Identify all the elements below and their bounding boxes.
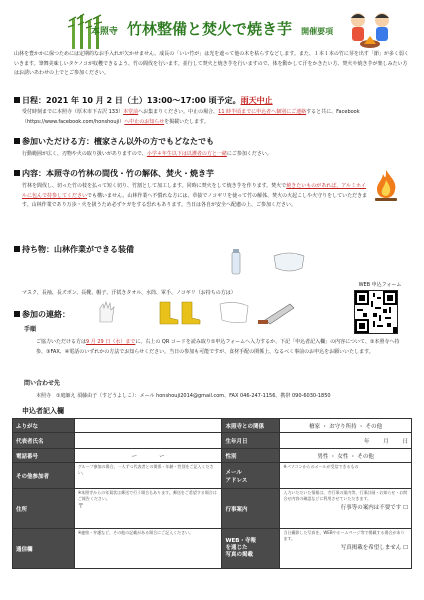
content-p1-end: でも構いません。山林作業へ不慣れな方には、草抜でノコギリを使って竹の解体、焚火の火起こしや火守り <box>87 192 328 199</box>
form-row-address <box>13 489 412 529</box>
content-p1-red: 焼きたいものがあれば、アルミホイルに包んで持参してください <box>22 183 367 199</box>
title-sub: 開催要項 <box>301 27 334 36</box>
saw-icon <box>258 304 294 324</box>
kids-illustration <box>342 8 402 50</box>
events-cell <box>280 489 412 529</box>
date-value: 2021 年 10 月 2 日（土）13:00～17:00 頃予定。 <box>46 96 241 105</box>
address-zip: 〒 <box>77 503 84 510</box>
input-name[interactable] <box>74 433 222 449</box>
date-detail-mid: へお集まりください。中止の場合、 <box>138 109 219 115</box>
date-section <box>14 95 410 127</box>
date-heading: 日程： <box>22 96 46 105</box>
date-detail-end2: を掲載いたします。 <box>164 118 209 125</box>
mask-icon <box>274 253 304 271</box>
eligibility-heading-row <box>14 136 410 147</box>
content-p1: 竹林を間伐し、切った竹の枝を払って短く切り、竹割として加工します。同時に焚火をして焼き芋を作ります。焚火で <box>22 183 287 189</box>
input-email[interactable]: ※パソコンからのメールが受信できるもの <box>280 463 412 489</box>
eligibility-detail-prefix: 行動範囲が広く、刃物や火の取り扱いがありますので、 <box>22 151 147 157</box>
bullet-square-icon <box>14 138 20 144</box>
inquiry-text: 本照寺 ①庭師え 須藤由子（すどうよしこ）：メール honshouji2014@gmail.com、FAX 046-247-1156、携帯 090-6030-1850 <box>36 393 331 399</box>
form-row-furigana <box>13 419 412 433</box>
label-events: 行事案内 <box>222 489 280 529</box>
birth-month-unit: 月 <box>383 438 389 445</box>
tools-illustration <box>90 298 310 326</box>
date-detail-red: 11 時半頃までに申込者へ個別にご連絡 <box>218 109 307 115</box>
form-heading: 申込者記入欄 <box>22 407 64 415</box>
label-birth: 生年月日 <box>222 433 280 449</box>
checkbox-icon[interactable]: ☐ <box>403 505 408 511</box>
content-heading: 内容：本照寺の竹林の間伐・竹の解体、焚火・焼き芋 <box>22 169 214 178</box>
inquiry-label: 問い合わせ先 <box>24 380 61 387</box>
fire-icon <box>371 168 401 202</box>
procedure-text-prefix: ご協力いただける方は <box>36 339 87 345</box>
input-comm[interactable]: ※連絡・弁護など、その他の記載がある場合にご記入ください。 <box>74 529 222 569</box>
photo-note: 当日撮影した写真を、WEBやホームページ等で掲載する場合があります。 <box>283 530 405 541</box>
label-relation: 本照寺との関係 <box>222 419 280 433</box>
label-others: その他参加者 <box>13 463 75 489</box>
towel-icon <box>220 302 248 322</box>
gender-options[interactable]: 男性 ・ 女性 ・ その他 <box>280 449 412 463</box>
bullet-square-icon <box>14 311 20 317</box>
checkbox-icon[interactable]: ☐ <box>403 545 408 551</box>
procedure-deadline: 9 月 29 日（水）まで <box>86 339 136 345</box>
title-org: 本照寺 <box>90 27 118 37</box>
eligibility-detail-end: にご参加ください。 <box>226 151 272 157</box>
eligibility-heading: 参加いただける方：檀家さん以外の方でもどなたでも <box>22 137 214 146</box>
input-phone[interactable]: ー ー <box>74 449 222 463</box>
web-form-label: WEB 申込フォーム <box>358 282 402 288</box>
eligibility-detail <box>14 150 410 160</box>
content-detail <box>14 182 370 211</box>
content-section <box>14 168 370 211</box>
bullet-square-icon <box>14 97 20 103</box>
events-note: 入力いただいた情報は、寺行事の案内等、行事計画・お知らせ・お問合せ内容の確認などに利用させていただきます。 <box>283 490 408 501</box>
label-email: メール アドレス <box>222 463 280 489</box>
intro-text: 山林を豊かかに保つためには定期的なお手入れが欠かせません。成長の「いい竹が」は光を遮って他の木を枯らすなどします。また、１本１本の竹に芽を出す「節」が多く弱くいきます。筆舞美味しいタケノコが収穫できるよう、竹の間伐を行います。並行して焚火と焼き芋を行いますので、体を動かして汗をかきたい方、焚火や焼き芋が楽しみたい方はお誘いあわせの上でとご参加ください。 <box>14 51 409 76</box>
title-main: 竹林整備と焚火で焼き芋 <box>127 20 293 38</box>
items-heading: 持ち物：山林作業ができる装備 <box>22 245 134 254</box>
date-detail-link2: へ中止のお知らせ <box>124 118 165 125</box>
equipment-illustration <box>114 248 314 288</box>
glove-icon <box>100 302 114 322</box>
procedure-text <box>36 338 404 357</box>
label-furigana: ふりがな <box>13 419 75 433</box>
eligibility-detail-red: 小学４年生以下は以護者の方と一緒 <box>146 151 227 157</box>
items-list: マスク、長袖、長ズボン、長靴、帽子、汗拭きタオル、水筒、軍手、ノコギリ（お持ちの方は） <box>22 290 236 296</box>
label-comm: 通信欄 <box>13 529 75 569</box>
form-row-name <box>13 433 412 449</box>
form-row-phone <box>13 449 412 463</box>
eligibility-section <box>14 136 410 160</box>
rain-cancel: 雨天中止 <box>240 96 273 105</box>
bullet-square-icon <box>14 170 20 176</box>
procedure-label: 手順 <box>24 326 37 333</box>
input-others[interactable]: グループ参加の場合、一人ずつ代表者との関係・年齢・性別をご記入ください。 <box>74 463 222 489</box>
input-address[interactable] <box>74 489 222 529</box>
photo-check-label: 写真掲載を希望しません <box>340 545 402 551</box>
content-p1-end2: をしていただきます。山林作業であり万歩・火を扱うため必ずケガをする恐れもあります。当日は各自が安全へ配慮の上、ご参加ください。 <box>22 192 368 208</box>
label-photo: WEB・寺報 を通じた 写真の掲載 <box>222 529 280 569</box>
bullet-square-icon <box>14 246 20 252</box>
label-gender: 性別 <box>222 449 280 463</box>
birth-year-unit: 年 <box>363 438 370 445</box>
label-name: 代表者氏名 <box>13 433 75 449</box>
date-heading-row <box>14 95 410 106</box>
events-check-label: 行事等の案内は不要です <box>340 505 402 511</box>
qr-code-icon[interactable] <box>354 290 398 334</box>
relation-options[interactable]: 檀家 ・ お守り所持 ・ その他 <box>280 419 412 433</box>
form-row-others <box>13 463 412 489</box>
label-phone: 電話番号 <box>13 449 75 463</box>
date-detail-prefix: 受付時刻までに本照寺（厚木市下古沢 133） <box>22 109 124 115</box>
birth-day-unit: 日 <box>402 438 408 445</box>
photo-check-row[interactable] <box>283 545 408 551</box>
address-note: ※本照寺からの年賀状は郵送で行う場合もあります。郵送をご希望する場合はご報告ください。 <box>77 490 217 501</box>
photo-cell <box>280 529 412 569</box>
application-form <box>12 418 412 569</box>
bottle-icon <box>232 249 240 274</box>
content-heading-row <box>14 168 370 179</box>
events-check-row[interactable] <box>283 505 408 511</box>
input-furigana[interactable] <box>74 419 222 433</box>
date-detail-link: 本堂前 <box>123 109 139 115</box>
input-birth[interactable] <box>280 433 412 449</box>
form-row-comm <box>13 529 412 569</box>
label-address: 住所 <box>13 489 75 529</box>
date-detail <box>14 108 410 127</box>
contact-heading: 参加の連絡： <box>22 310 70 319</box>
procedure-text-mid: に、右上の QR コードを読み取り①申込フォームへ入力するか、下記「申込者記入欄」の内容について、②本照寺へ持参、③FAX、④電話のいずれかの方法でお知らせください。当日の参加も可能ですが、食材手配の関係上、なるべく事前のお申込をお願いいたします。 <box>36 339 400 355</box>
date-detail-end: すると共に、Facebook（https://www.facebook.com/honshouji） <box>22 109 360 125</box>
boots-icon <box>160 302 200 324</box>
